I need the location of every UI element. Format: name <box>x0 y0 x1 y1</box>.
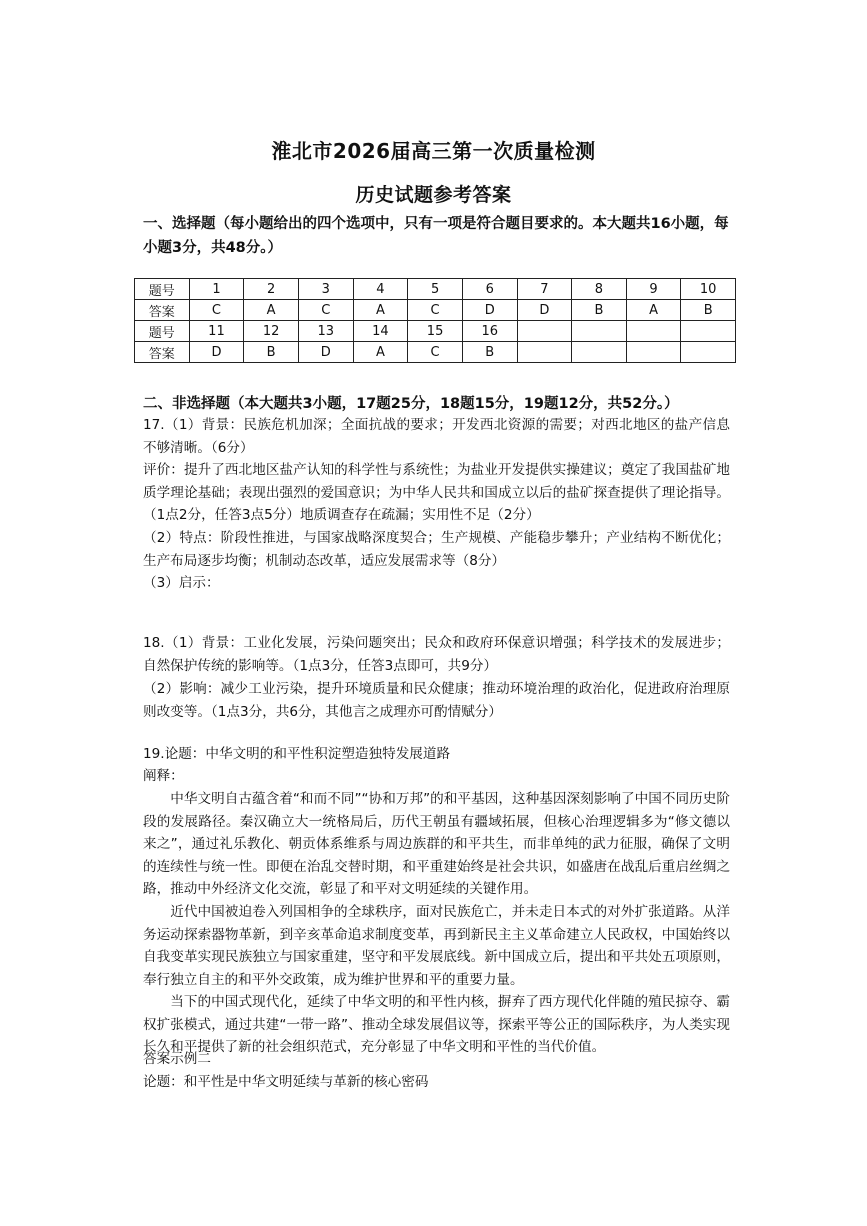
row-label: 答案 <box>135 342 190 363</box>
table-cell: B <box>572 300 627 321</box>
table-row-answers-1 <box>135 300 736 321</box>
table-cell: 4 <box>353 279 408 300</box>
table-cell: 14 <box>353 321 408 342</box>
table-cell: D <box>462 300 517 321</box>
page-title: 淮北市2026届高三第一次质量检测 <box>271 139 596 163</box>
table-cell: C <box>408 342 463 363</box>
row-label: 题号 <box>135 279 190 300</box>
q17-insight: （3）启示： <box>143 575 220 591</box>
table-cell: 15 <box>408 321 463 342</box>
row-label: 答案 <box>135 300 190 321</box>
table-cell <box>572 321 627 342</box>
q19-paragraph-1: 中华文明自古蕴含着“和而不同”“协和万邦”的和平基因，这种基因深刻影响了中国不同历史阶段的发展路径。秦汉确立大一统格局后，历代王朝虽有疆域拓展，但核心治理逻辑多为“修文德以来之”，通过礼乐教化、朝贡体系维系与周边族群的和平共生，而非单纯的武力征服，确保了文明的连续性与统一性。即便在治乱交替时期，和平重建始终是社会共识，如盛唐在战乱后重启丝绸之路，推动中外经济文化交流，彰显了和平对文明延续的关键作用。 <box>143 791 730 898</box>
table-cell: 3 <box>298 279 353 300</box>
table-cell: A <box>244 300 299 321</box>
table-row-questions-2 <box>135 321 736 342</box>
table-cell: D <box>189 342 244 363</box>
table-cell <box>626 321 681 342</box>
table-cell: 9 <box>626 279 681 300</box>
table-cell: 7 <box>517 279 572 300</box>
q19-example-label: 答案示例二 <box>143 1051 211 1067</box>
table-cell: C <box>189 300 244 321</box>
table-cell: A <box>353 300 408 321</box>
table-cell: B <box>681 300 736 321</box>
section2-heading: 二、非选择题（本大题共3小题，17题25分，18题15分，19题12分，共52分。） <box>143 396 679 412</box>
table-cell: 1 <box>189 279 244 300</box>
table-cell <box>517 342 572 363</box>
table-cell: B <box>462 342 517 363</box>
table-cell: 2 <box>244 279 299 300</box>
table-cell: C <box>408 300 463 321</box>
table-cell <box>626 342 681 363</box>
choice-answer-table <box>134 278 736 363</box>
table-cell: 6 <box>462 279 517 300</box>
table-cell: D <box>298 342 353 363</box>
q19-paragraph-2: 近代中国被迫卷入列国相争的全球秩序，面对民族危亡，并未走日本式的对外扩张道路。从洋务运动探索器物革新，到辛亥革命追求制度变革，再到新民主主义革命建立人民政权，中国始终以自我变革实现民族独立与国家重建，坚守和平发展底线。新中国成立后，提出和平共处五项原则，奉行独立自主的和平外交政策，成为维护世界和平的重要力量。 <box>143 904 730 988</box>
page-subtitle: 历史试题参考答案 <box>355 184 512 206</box>
q17-evaluation: 评价：提升了西北地区盐产认知的科学性与系统性；为盐业开发提供实操建议；奠定了我国盐矿地质学理论基础；表现出强烈的爱国意识；为中华人民共和国成立以后的盐矿探查提供了理论指导。（1点2分，任答3点5分）地质调查存在疏漏；实用性不足（2分） <box>143 462 730 524</box>
q19-explain-label: 阐释： <box>143 768 184 784</box>
q19-paragraph-3: 当下的中国式现代化，延续了中华文明的和平性内核，摒弃了西方现代化伴随的殖民掠夺、霸权扩张模式，通过共建“一带一路”、推动全球发展倡议等，探索平等公正的国际秩序，为人类实现长久和平提供了新的社会组织范式，充分彰显了中华文明和平性的当代价值。 <box>143 994 730 1056</box>
q18-background: 18.（1）背景：工业化发展，污染问题突出；民众和政府环保意识增强；科学技术的发展进步；自然保护传统的影响等。（1点3分，任答3点即可，共9分） <box>143 635 730 674</box>
q17-background: 17.（1）背景：民族危机加深；全面抗战的要求；开发西北资源的需要；对西北地区的盐产信息不够清晰。（6分） <box>143 417 730 456</box>
table-row-answers-2 <box>135 342 736 363</box>
table-cell: 10 <box>681 279 736 300</box>
table-row-questions-1 <box>135 279 736 300</box>
table-cell: 11 <box>189 321 244 342</box>
table-cell <box>681 342 736 363</box>
table-cell: B <box>244 342 299 363</box>
table-cell: 13 <box>298 321 353 342</box>
q19-topic-2: 论题：和平性是中华文明延续与革新的核心密码 <box>143 1074 429 1090</box>
table-cell: D <box>517 300 572 321</box>
row-label: 题号 <box>135 321 190 342</box>
section1-heading: 一、选择题（每小题给出的四个选项中，只有一项是符合题目要求的。本大题共16小题，每小题3分，共48分。） <box>143 216 729 256</box>
table-cell: 16 <box>462 321 517 342</box>
q19-topic: 19.论题：中华文明的和平性积淀塑造独特发展道路 <box>143 746 451 762</box>
table-cell: 8 <box>572 279 627 300</box>
table-cell: C <box>298 300 353 321</box>
table-cell <box>517 321 572 342</box>
table-cell: A <box>626 300 681 321</box>
table-cell: A <box>353 342 408 363</box>
table-cell <box>681 321 736 342</box>
table-cell: 5 <box>408 279 463 300</box>
q17-features: （2）特点：阶段性推进，与国家战略深度契合；生产规模、产能稳步攀升；产业结构不断优化；生产布局逐步均衡；机制动态改革，适应发展需求等（8分） <box>143 530 730 569</box>
table-cell <box>572 342 627 363</box>
table-cell: 12 <box>244 321 299 342</box>
q18-impact: （2）影响：减少工业污染，提升环境质量和民众健康；推动环境治理的政治化，促进政府治理原则改变等。（1点3分，共6分，其他言之成理亦可酌情赋分） <box>143 681 730 720</box>
